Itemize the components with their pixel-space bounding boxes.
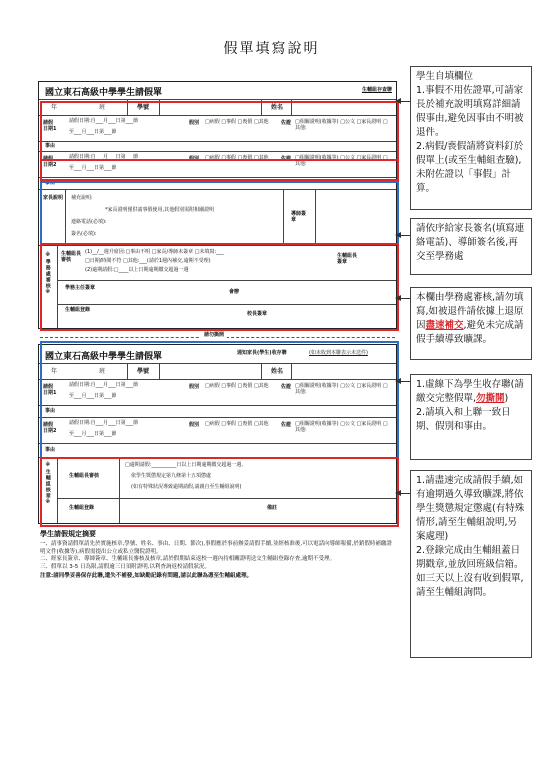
rules-note: 注意:請同學妥善保存此聯,遺失不補發,如缺勤記錄有問題,請以此聯為憑至生輔組處理。: [40, 573, 252, 580]
form2-office-label: ※生輔組核章※: [44, 462, 51, 506]
dean-label: 學務主任簽章: [65, 285, 96, 291]
principal-label: 校長簽章: [247, 311, 268, 317]
proof-options: □相關證明(收據等) □公文 □家長證明 □其他:: [295, 383, 388, 395]
leave-from-2: 請假日期:自___月___日第___節: [69, 420, 139, 426]
form2-title: 國立東石高級中學學生請假單: [45, 352, 163, 362]
leave-form-archive: [38, 81, 397, 329]
note-5-item-2: 2.登錄完成由生輔組蓋日期戳章,並放回班級信箱。如三天以上沒有收到假單,請至生輔組詢問。: [416, 545, 524, 598]
type-label: 假別: [189, 120, 200, 126]
grade-label: 年: [51, 368, 58, 375]
leave-date-label-2: 請假 日期2: [43, 156, 57, 168]
note-parent-signature: [410, 218, 532, 275]
note-office-review: [410, 287, 532, 360]
note-overdue: [410, 470, 532, 658]
chief-register-label: 生輔組登錄: [65, 307, 91, 313]
mentor-label: 導師簽章: [291, 211, 307, 223]
arrow-3: [396, 298, 410, 299]
signature-label: 簽名(必填):: [71, 231, 97, 237]
leave-types-2: □病假 □事假 □喪假 □其他: [205, 421, 269, 427]
class-label: 班: [99, 104, 106, 111]
note-4-text-b: ): [504, 393, 509, 404]
leave-from: 請假日期:自___月___日第___節: [69, 118, 139, 124]
name-label: 姓名: [271, 104, 284, 111]
note-4-text-a: 1.虛線下為學生收存聯(請繳交完整假單,: [416, 379, 524, 404]
form-tag: 生輔組存查聯: [361, 87, 392, 93]
name-label: 姓名: [271, 368, 284, 375]
note-1-title: 學生自填欄位: [416, 71, 474, 82]
discipline-line-3: (2)逾期請假:□____以上日期逾期繳交超過一週: [85, 267, 189, 273]
form2-discipline-line-1: □逾期請假:__________日以上日期逾期繳交超過一週,: [125, 462, 244, 468]
reason-label: 事由: [45, 408, 56, 414]
arrow-5: [396, 493, 410, 494]
rule-3: 三、假單以 3-5 日為限,請假逾三日須附證明,以利查詢返校請假狀況。: [40, 563, 210, 570]
leave-date-label: 請假 日期1: [43, 384, 57, 396]
discipline-line-2: □日期/時間不符 □其他:___(請於1週內補交,逾期不受理): [85, 258, 211, 264]
parent-hint: *家長證明僅供請事假使用,其他假別需附相關證明: [105, 207, 215, 213]
student-id-label: 學號: [137, 104, 150, 111]
discipline-label: 生輔組長審核: [61, 251, 82, 263]
leave-types: □病假 □事假 □喪假 □其他: [205, 119, 269, 125]
type-label-2: 假別: [189, 156, 200, 162]
leave-to-2: 至___月___日第___節: [69, 165, 117, 171]
leave-from-2: 請假日期:自___月___日第___節: [69, 154, 139, 160]
form2-tag: 通知家長(學生)收存聯: [237, 350, 287, 356]
leave-to: 至___月___日第___節: [69, 393, 117, 399]
type-label-2: 假別: [189, 422, 200, 428]
student-id-label: 學號: [137, 368, 150, 375]
reason-label: 事由: [45, 143, 56, 149]
form2-discipline-label: 生輔組長審核: [69, 473, 100, 479]
form2-discipline-line-2: 依學生獎懲規定第九條第十五項懲處: [131, 473, 212, 479]
proof-label-2: 佐證: [281, 422, 292, 428]
form2-tag-note: (如未收到本聯表示未送件): [309, 350, 368, 356]
note-receipt: [410, 374, 532, 460]
arrow-1: [396, 101, 410, 102]
leave-to: 至___月___日第___節: [69, 129, 117, 135]
class-label: 班: [99, 368, 106, 375]
form2-register-label: 生輔組登錄: [69, 505, 95, 511]
note-1-item-2: 2.病假/喪假請將資料釘於假單上(或至生輔組查驗),未附佐證以「事假」計算。: [416, 141, 524, 194]
form2-remark-label: 備註: [267, 505, 278, 511]
note-3-highlight: 盡速補交: [425, 320, 464, 331]
leave-date-label: 請假 日期1: [43, 120, 57, 132]
note-4-highlight: 勿撕開: [476, 393, 505, 404]
chief-sign-label: 生輔組長簽章: [337, 253, 358, 265]
note-1-item-1: 1.事假不用佐證單,可請家長於補充說明填寫詳細請假事由,避免因事由不明被退件。: [416, 85, 524, 138]
rules-title: 學生請假規定摘要: [40, 530, 96, 538]
contact-label: 連絡電話(必填):: [71, 219, 107, 225]
leave-to-2: 至___月___日第___節: [69, 431, 117, 437]
grade-label: 年: [51, 104, 58, 111]
proof-options: □相關證明(收據等) □公文 □家長證明 □其他:: [295, 119, 388, 131]
form2-discipline-line-3: (如有特殊狀況導致逾期請假,請親自至生輔組說明): [131, 484, 242, 490]
rule-1: 一、請事資請假單請先於實施核章,學號、姓名、事由、日期、節次),事假應於事前辦妥請假手續,並經核准後,可以電話向導師報備,於銷假時補繳證明文件(收據等),病假需提出公立或私立醫院證明。: [40, 541, 392, 555]
rule-2: 二、經家長簽章、導師簽章、生輔組長審核及核章,請於假期結束返校一週內持相關證明送交生輔組登錄存查,逾期不受理。: [40, 556, 336, 563]
parent-label: 家長說明: [43, 195, 64, 201]
rules-block: [40, 530, 395, 581]
note-4-item-2: 2.請填入和上聯一致日期、假別和事由。: [416, 407, 511, 432]
leave-date-label-2: 請假 日期2: [43, 422, 57, 434]
cut-line-label: 請勿撕開: [201, 333, 227, 339]
page-title: 假單填寫說明: [223, 41, 320, 57]
type-label: 假別: [189, 384, 200, 390]
note-3-text-a: 本欄由學務處審核,請勿填寫,如被退件請依據上退原因: [416, 292, 524, 331]
form-title: 國立東石高級中學學生請假單: [45, 88, 163, 98]
proof-label: 佐證: [281, 120, 292, 126]
office-label: ※學務處審核※: [44, 252, 51, 296]
arrow-4: [396, 381, 410, 382]
proof-label: 佐證: [281, 384, 292, 390]
leave-form-receipt: [38, 344, 397, 524]
discipline-line-1: (1)__/__週升席因:□事由不明 □家長/導師未簽章 □未填寫:___: [85, 249, 224, 255]
leave-types: □病假 □事假 □喪假 □其他: [205, 383, 269, 389]
note-3-text-b: ,避免未完成請假手續導致曠課。: [416, 320, 524, 345]
note-5-item-1: 1.請盡速完成請假手續,如有逾期過久導致曠課,將依學生獎懲規定懲處(有特殊情形,請至生輔組說明,另案處理): [416, 475, 525, 542]
leave-from: 請假日期:自___月___日第___節: [69, 382, 139, 388]
reason-label-2: 事由: [45, 180, 56, 186]
note-2-text: 請依序給家長簽名(填寫連絡電話)、導師簽名後,再交至學務處: [416, 223, 525, 262]
arrow-2: [396, 235, 410, 236]
parent-note: 補充說明:: [71, 195, 93, 201]
leave-types-2: □病假 □事假 □喪假 □其他: [205, 155, 269, 161]
note-student-fields: [410, 66, 532, 210]
proof-options-2: □相關證明(收據等) □公文 □家長證明 □其他:: [295, 421, 388, 433]
proof-options-2: □相關證明(收據等) □公文 □家長證明 □其他:: [295, 155, 388, 167]
reason-label-2: 事由: [45, 447, 56, 453]
proof-label-2: 佐證: [281, 156, 292, 162]
acct-label: 會辦: [229, 289, 240, 295]
